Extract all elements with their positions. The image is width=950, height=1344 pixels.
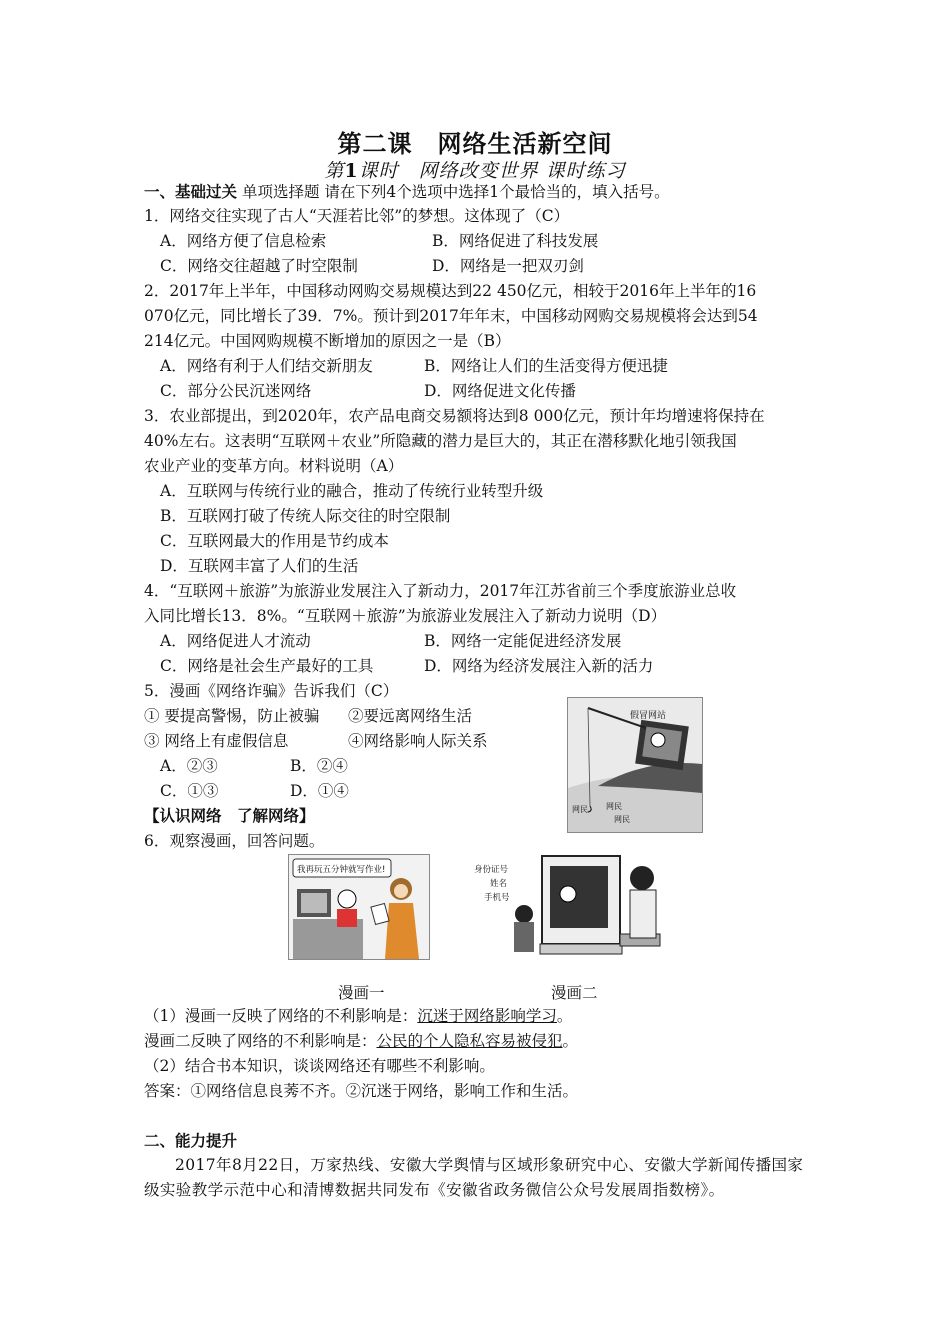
q1-option-d: D．网络是一把双刃剑 bbox=[432, 257, 584, 275]
q6-part1-answer: 沉迷于网络影响学习 bbox=[417, 1007, 557, 1025]
cartoon-one bbox=[288, 854, 430, 960]
page-subtitle bbox=[0, 156, 950, 183]
scam-cartoon bbox=[567, 697, 703, 833]
q5-statement-4: ④网络影响人际关系 bbox=[348, 732, 488, 750]
q1-option-a: A．网络方便了信息检索 bbox=[160, 232, 327, 250]
subtitle-rest: 课时 网络改变世界 课时练习 bbox=[358, 160, 626, 182]
cartoon-fish-label-1: 网民 bbox=[572, 805, 588, 814]
q2-option-d: D．网络促进文化传播 bbox=[424, 382, 576, 400]
section1-header bbox=[144, 182, 670, 202]
cartoon-fish-label-3: 网民 bbox=[614, 815, 630, 824]
q6-part1 bbox=[144, 1006, 572, 1026]
cartoon-one-drawing bbox=[289, 855, 429, 959]
q2-line3: 214亿元。中国网购规模不断增加的原因之一是（B） bbox=[144, 332, 511, 350]
q3-option-b: B．互联网打破了传统人际交往的时空限制 bbox=[160, 507, 451, 525]
q2-line2: 070亿元，同比增长了39．7%。预计到2017年年末，中国移动网购交易规模将会达到54 bbox=[144, 307, 758, 325]
q6-part1b-prefix: 漫画二反映了网络的不利影响是： bbox=[144, 1032, 377, 1050]
q6-part2: （2）结合书本知识，谈谈网络还有哪些不利影响。 bbox=[144, 1057, 495, 1075]
q3-option-a: A．互联网与传统行业的融合，推动了传统行业转型升级 bbox=[160, 482, 544, 500]
cartoon-two-tag-id: 身份证号 bbox=[474, 865, 509, 875]
q3-line1: 3．农业部提出，到2020年，农产品电商交易额将达到8 000亿元，预计年均增速将保持在 bbox=[144, 407, 765, 425]
q6-part1b bbox=[144, 1031, 578, 1051]
section-bracket-heading: 【认识网络 了解网络】 bbox=[144, 806, 315, 825]
cartoon-one-bubble: 我再玩五分钟就写作业! bbox=[297, 865, 386, 875]
cartoon-fish-label-2: 网民 bbox=[606, 802, 622, 811]
cartoon-one-caption: 漫画一 bbox=[338, 984, 385, 1002]
q4-option-a: A．网络促进人才流动 bbox=[160, 632, 311, 650]
q1-option-b: B．网络促进了科技发展 bbox=[432, 232, 599, 250]
q3-option-c: C．互联网最大的作用是节约成本 bbox=[160, 532, 389, 550]
q2-option-c: C．部分公民沉迷网络 bbox=[160, 382, 312, 400]
cartoon-two bbox=[470, 854, 664, 966]
section2-heading: 二、能力提升 bbox=[144, 1131, 238, 1150]
q5-statement-1: ① 要提高警惕，防止被骗 bbox=[144, 707, 320, 725]
q5-option-a: A．②③ bbox=[160, 757, 218, 775]
cartoon-two-drawing bbox=[470, 854, 664, 966]
q6-part1b-answer: 公民的个人隐私容易被侵犯 bbox=[376, 1032, 563, 1050]
section2-paragraph: 2017年8月22日，万家热线、安徽大学舆情与区域形象研究中心、安徽大学新闻传播国家级实验教学示范中心和清博数据共同发布《安徽省政务微信公众号发展周指数榜》。 bbox=[144, 1156, 804, 1199]
q6-part1-prefix: （1）漫画一反映了网络的不利影响是： bbox=[144, 1007, 418, 1025]
q6-answer: 答案：①网络信息良莠不齐。②沉迷于网络，影响工作和生活。 bbox=[144, 1082, 579, 1100]
q2-option-a: A．网络有利于人们结交新朋友 bbox=[160, 357, 373, 375]
page-title: 第二课 网络生活新空间 bbox=[337, 130, 613, 158]
q3-line3: 农业产业的变革方向。材料说明（A） bbox=[144, 457, 404, 475]
cartoon-two-caption: 漫画二 bbox=[551, 984, 598, 1002]
q1-stem: 1．网络交往实现了古人“天涯若比邻”的梦想。这体现了（C） bbox=[144, 207, 570, 225]
section1-heading: 一、基础过关 bbox=[144, 182, 238, 201]
q2-option-b: B．网络让人们的生活变得方便迅捷 bbox=[424, 357, 668, 375]
q6-part1b-end: 。 bbox=[562, 1032, 579, 1050]
q5-option-c: C．①③ bbox=[160, 782, 219, 800]
q4-line2: 入同比增长13．8%。“互联网＋旅游”为旅游业发展注入了新动力说明（D） bbox=[144, 607, 667, 625]
q6-stem: 6．观察漫画，回答问题。 bbox=[144, 832, 325, 850]
q5-option-d: D．①④ bbox=[290, 782, 349, 800]
q4-line1: 4．“互联网＋旅游”为旅游业发展注入了新动力，2017年江苏省前三个季度旅游业总收 bbox=[144, 582, 737, 600]
section1-instruction: 单项选择题 请在下列4个选项中选择1个最恰当的，填入括号。 bbox=[241, 183, 670, 201]
q6-part1-end: 。 bbox=[556, 1007, 573, 1025]
q4-option-d: D．网络为经济发展注入新的活力 bbox=[424, 657, 654, 675]
subtitle-prefix: 第 bbox=[324, 160, 345, 182]
cartoon-two-tag-phone: 手机号 bbox=[484, 893, 510, 903]
q5-option-b: B．②④ bbox=[290, 757, 348, 775]
cartoon-two-tag-name: 姓名 bbox=[490, 879, 508, 889]
q1-option-c: C．网络交往超越了时空限制 bbox=[160, 257, 358, 275]
q3-line2: 40%左右。这表明“互联网＋农业”所隐藏的潜力是巨大的，其正在潜移默化地引领我国 bbox=[144, 432, 737, 450]
scam-cartoon-drawing bbox=[568, 698, 702, 832]
q2-line1: 2．2017年上半年，中国移动网购交易规模达到22 450亿元，相较于2016年上半年的16 bbox=[144, 282, 757, 300]
q4-option-c: C．网络是社会生产最好的工具 bbox=[160, 657, 374, 675]
q5-statement-2: ②要远离网络生活 bbox=[348, 707, 473, 725]
subtitle-lesson-number: 1 bbox=[344, 160, 359, 182]
q3-option-d: D．互联网丰富了人们的生活 bbox=[160, 557, 359, 575]
q5-statement-3: ③ 网络上有虚假信息 bbox=[144, 732, 289, 750]
cartoon-sign-text: 假冒网站 bbox=[630, 711, 667, 721]
q4-option-b: B．网络一定能促进经济发展 bbox=[424, 632, 622, 650]
q5-stem: 5．漫画《网络诈骗》告诉我们（C） bbox=[144, 682, 399, 700]
